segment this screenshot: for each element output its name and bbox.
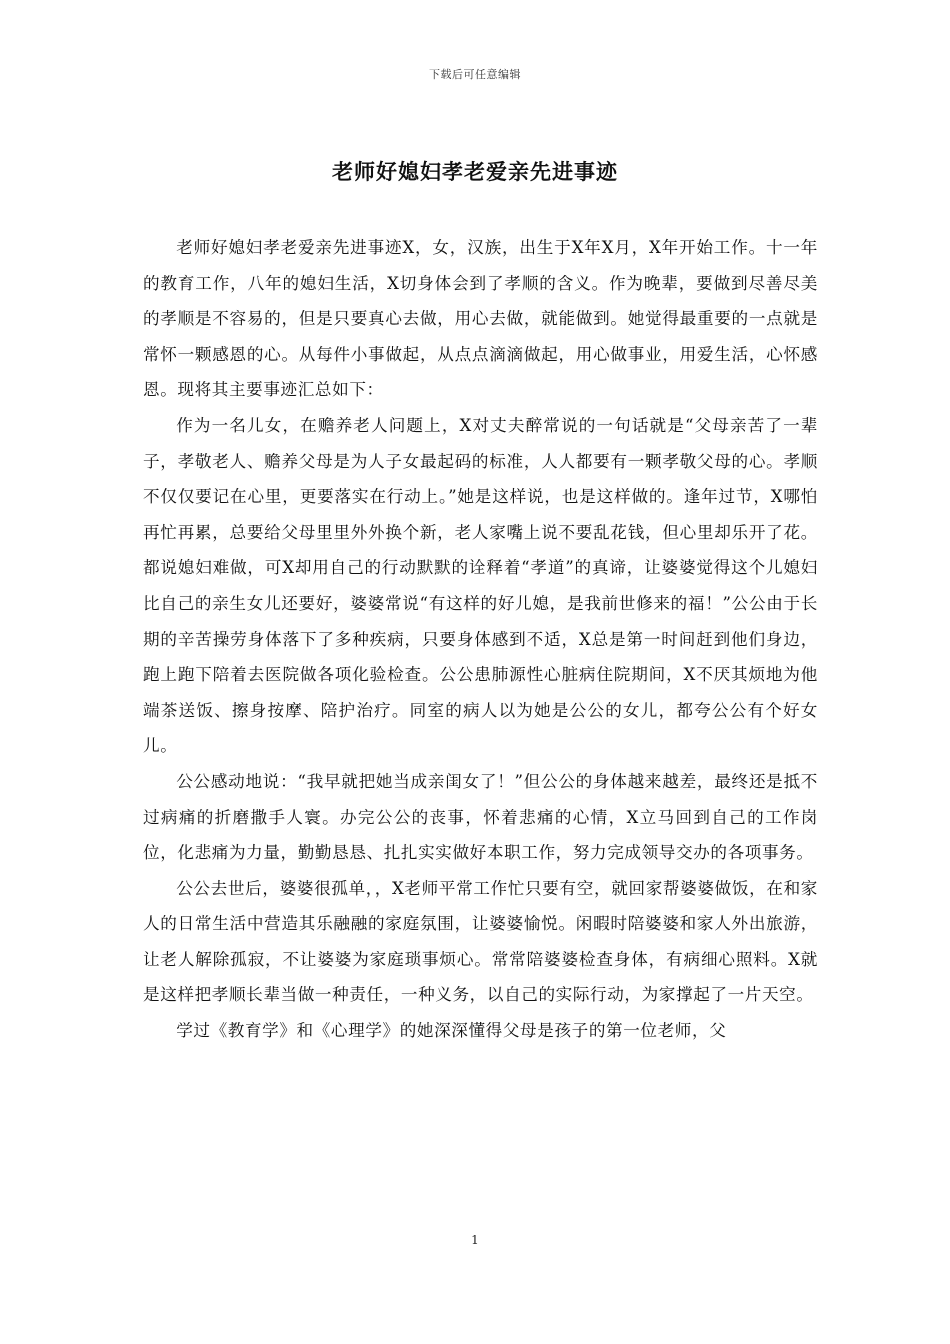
page-number: 1 [471,1233,479,1247]
paragraph-3: 公公感动地说：“我早就把她当成亲闺女了！”但公公的身体越来越差，最终还是抵不过病痛的折磨撒手人寰。办完公公的丧事，怀着悲痛的心情，X立马回到自己的工作岗位，化悲痛为力量，勤勤恳恳、扎扎实实做好本职工作，努力完成领导交办的各项事务。 [143,771,818,863]
document-body [143,230,818,1049]
paragraph-4: 公公去世后，婆婆很孤单，，X老师平常工作忙只要有空，就回家帮婆婆做饭，在和家人的日常生活中营造其乐融融的家庭氛围，让婆婆愉悦。闲暇时陪婆婆和家人外出旅游，让老人解除孤寂，不让婆婆为家庭琐事烦心。常常陪婆婆检查身体，有病细心照料。X就是这样把孝顺长辈当做一种责任，一种义务，以自己的实际行动，为家撑起了一片天空。 [143,878,818,1005]
header-note: 下载后可任意编辑 [429,68,521,81]
paragraph-1: 老师好媳妇孝老爱亲先进事迹X，女，汉族，出生于X年X月，X年开始工作。十一年的教育工作，八年的媳妇生活，X切身体会到了孝顺的含义。作为晚辈，要做到尽善尽美的孝顺是不容易的，但是只要真心去做，用心去做，就能做到。她觉得最重要的一点就是常怀一颗感恩的心。从每件小事做起，从点点滴滴做起，用心做事业，用爱生活，心怀感恩。现将其主要事迹汇总如下： [143,238,818,400]
paragraph-2: 作为一名儿女，在赡养老人问题上，X对丈夫醉常说的一句话就是“父母亲苦了一辈子，孝敬老人、赡养父母是为人子女最起码的标准，人人都要有一颗孝敬父母的心。孝顺不仅仅要记在心里，更要落实在行动上。”她是这样说，也是这样做的。逢年过节，X哪怕再忙再累，总要给父母里里外外换个新，老人家嘴上说不要乱花钱，但心里却乐开了花。都说媳妇难做，可X却用自己的行动默默的诠释着“孝道”的真谛，让婆婆觉得这个儿媳妇比自己的亲生女儿还要好，婆婆常说“有这样的好儿媳，是我前世修来的福！”公公由于长期的辛苦操劳身体落下了多种疾病，只要身体感到不适，X总是第一时间赶到他们身边，跑上跑下陪着去医院做各项化验检查。公公患肺源性心脏病住院期间，X不厌其烦地为他端茶送饭、擦身按摩、陪护治疗。同室的病人以为她是公公的女儿，都夸公公有个好女儿。 [143,415,818,756]
document-title: 老师好媳妇孝老爱亲先进事迹 [332,159,618,184]
paragraph-5: 学过《教育学》和《心理学》的她深深懂得父母是孩子的第一位老师，父 [176,1021,727,1041]
